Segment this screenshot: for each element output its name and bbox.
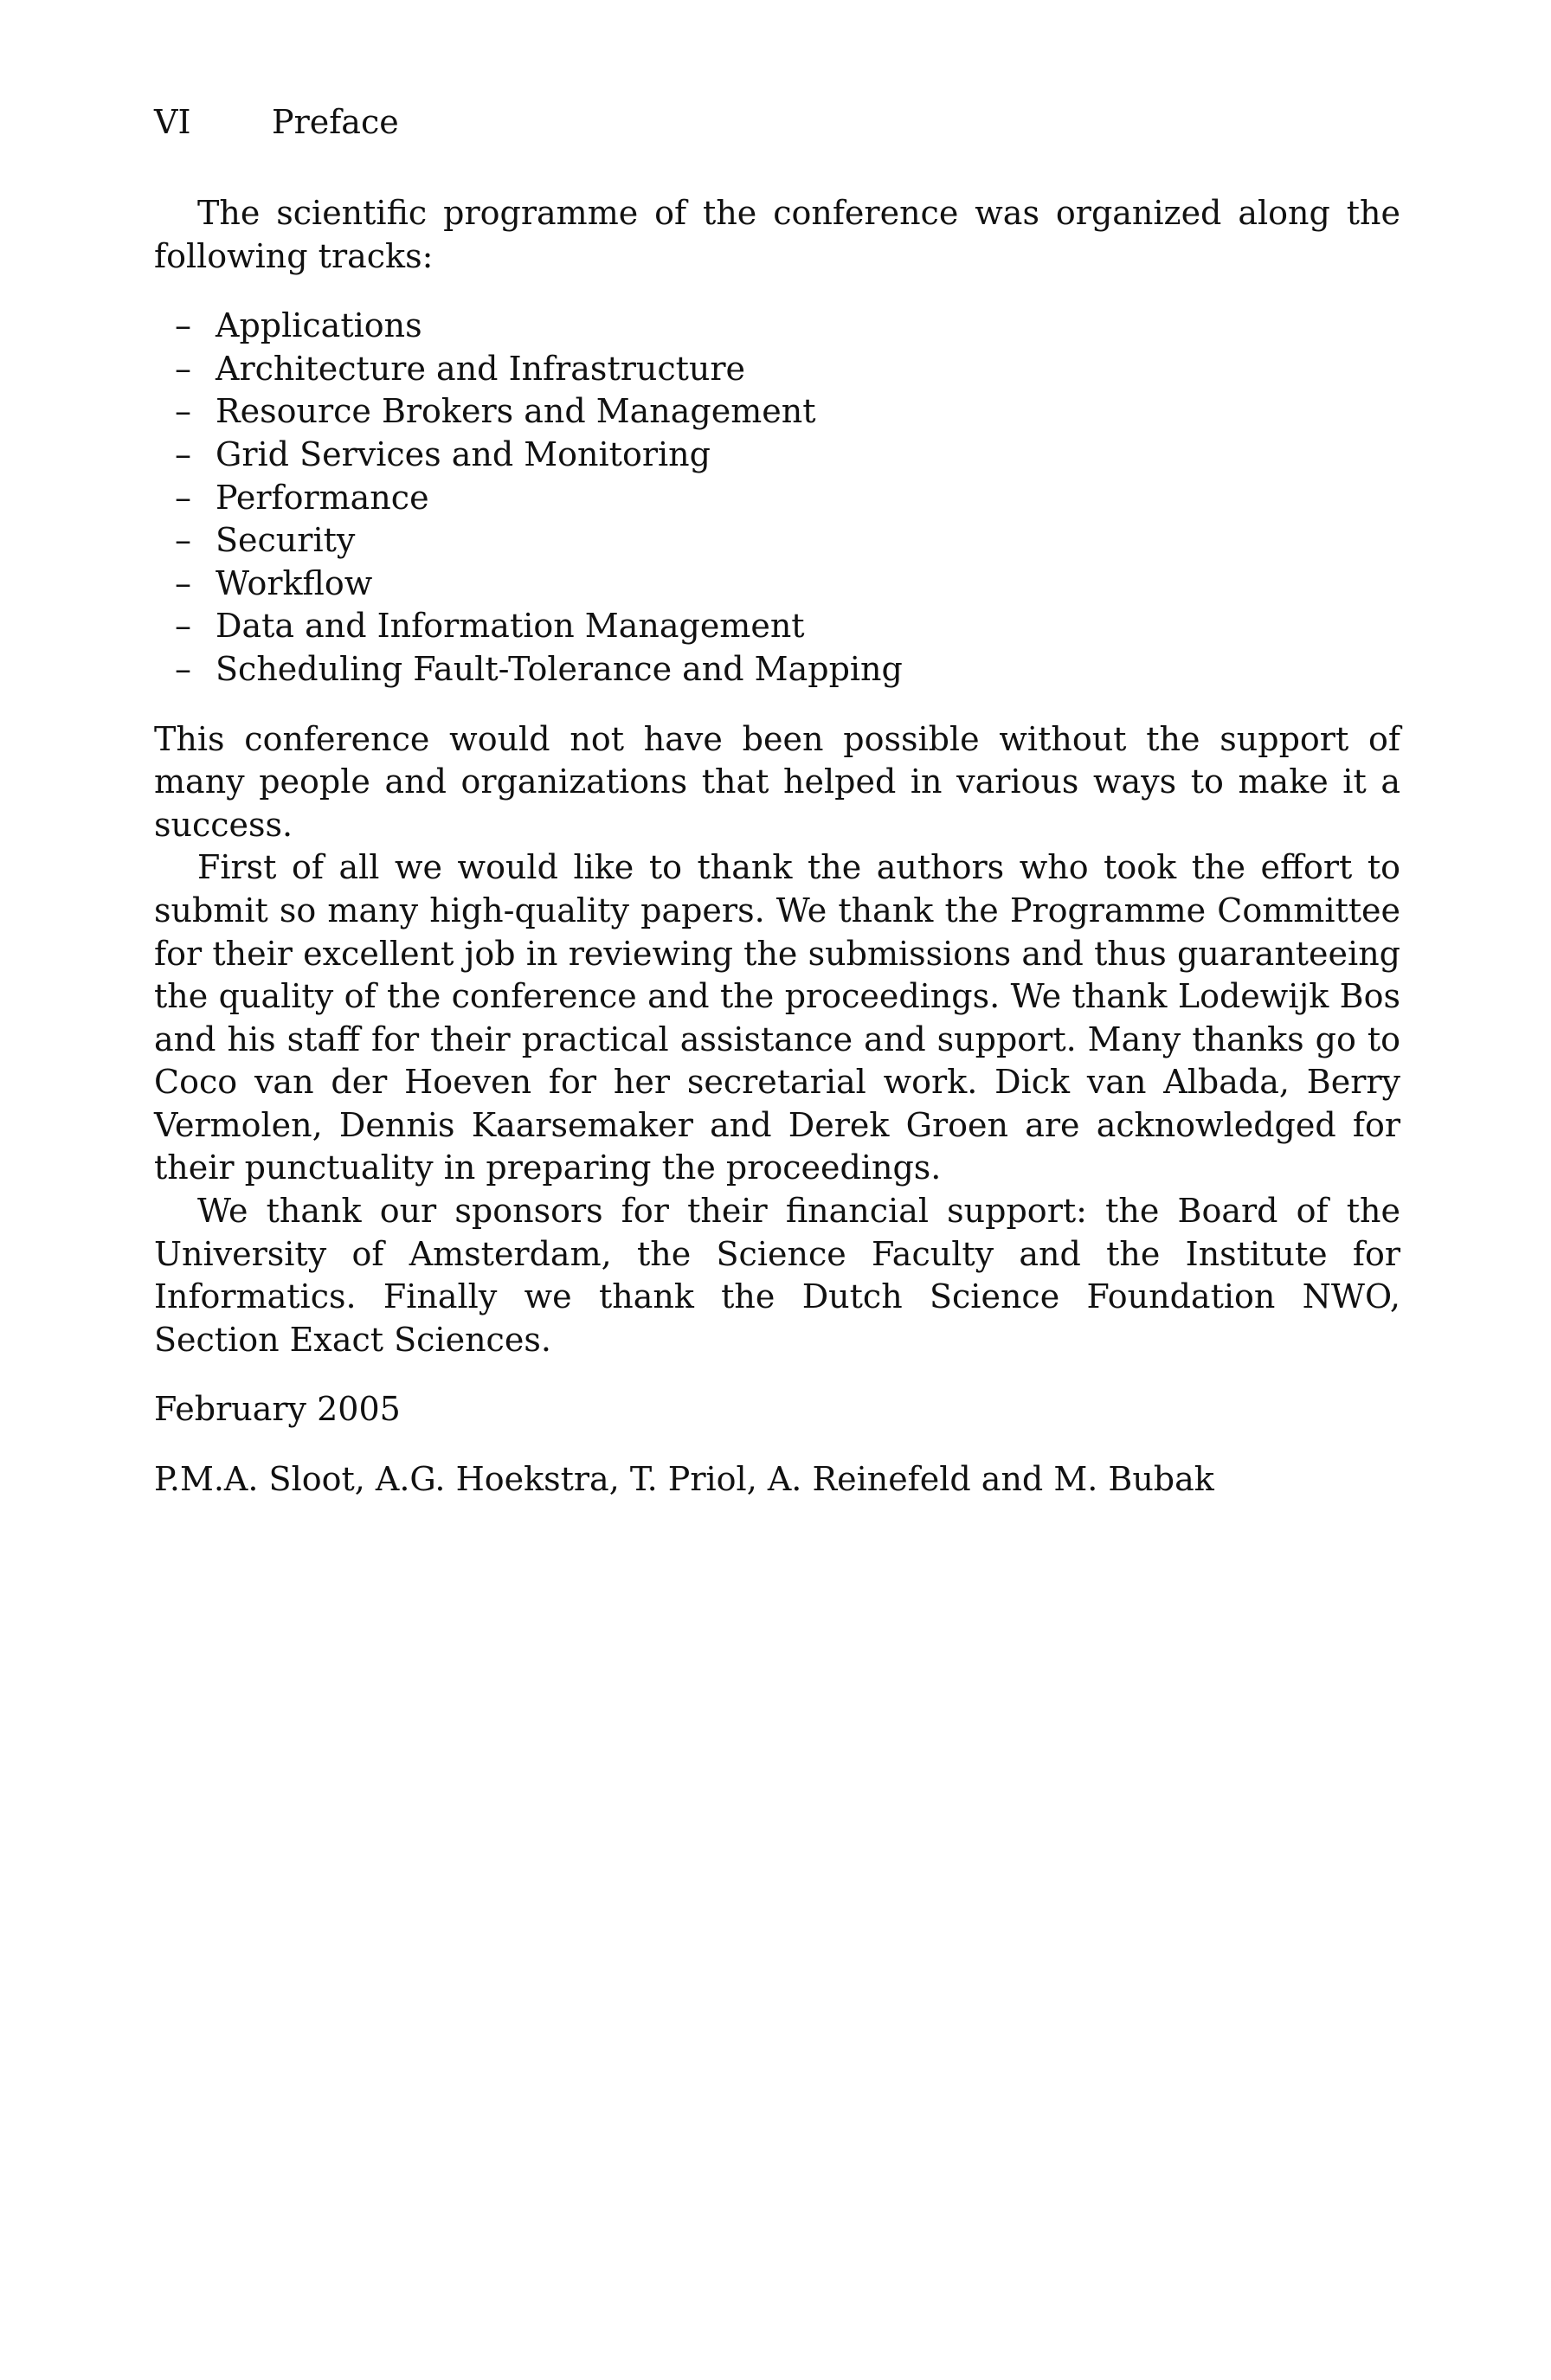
list-item: [175, 434, 1400, 477]
track-label: Scheduling Fault-Tolerance and Mapping: [216, 649, 903, 688]
support-paragraph: This conference would not have been possible without the support of many people and organizations that helped in various ways to make it a success.: [154, 719, 1400, 844]
dash-marker: –: [175, 306, 191, 345]
dash-marker: –: [175, 478, 191, 517]
sponsors-paragraph: We thank our sponsors for their financial support: the Board of the University of Amsterdam, the Science Faculty and the Institute for Informatics. Finally we thank the Dutch Science Foundation NWO, Section Exact Sciences.: [154, 1192, 1400, 1359]
list-item: [175, 477, 1400, 520]
list-item: [175, 563, 1400, 606]
track-label: Performance: [216, 478, 429, 517]
intro-paragraph: The scientific programme of the conference was organized along the following tracks:: [154, 194, 1400, 275]
dash-marker: –: [175, 607, 191, 646]
track-label: Resource Brokers and Management: [216, 392, 816, 431]
list-item: [175, 305, 1400, 348]
preface-body: [154, 192, 1400, 1502]
running-head: [154, 102, 399, 142]
authors: P.M.A. Sloot, A.G. Hoekstra, T. Priol, A. Reinefeld and M. Bubak: [154, 1460, 1214, 1499]
list-item: [175, 390, 1400, 434]
dash-marker: –: [175, 434, 191, 473]
dash-marker: –: [175, 521, 191, 560]
running-head-title: Preface: [272, 103, 399, 141]
list-item: [175, 519, 1400, 563]
list-item: [175, 605, 1400, 648]
dash-marker: –: [175, 392, 191, 431]
track-label: Data and Information Management: [216, 607, 805, 646]
track-label: Architecture and Infrastructure: [216, 349, 746, 388]
list-item: [175, 648, 1400, 691]
track-label: Workflow: [216, 563, 373, 602]
page-number: VI: [154, 103, 191, 141]
track-list: [154, 305, 1400, 691]
dash-marker: –: [175, 349, 191, 388]
list-item: [175, 348, 1400, 391]
dash-marker: –: [175, 563, 191, 602]
track-label: Grid Services and Monitoring: [216, 434, 711, 473]
dash-marker: –: [175, 649, 191, 688]
date: February 2005: [154, 1390, 401, 1429]
track-label: Security: [216, 521, 356, 560]
track-label: Applications: [216, 306, 422, 345]
thanks-paragraph: First of all we would like to thank the authors who took the effort to submit so many high-quality papers. We thank the Programme Committee for their excellent job in reviewing the submissions and thus guaranteeing the quality of the conference and the proceedings. We thank Lodewijk Bos and his staff for their practical assistance and support. Many thanks go to Coco van der Hoeven for her secretarial work. Dick van Albada, Berry Vermolen, Dennis Kaarsemaker and Derek Groen are acknowledged for their punctuality in preparing the proceedings.: [154, 848, 1400, 1187]
